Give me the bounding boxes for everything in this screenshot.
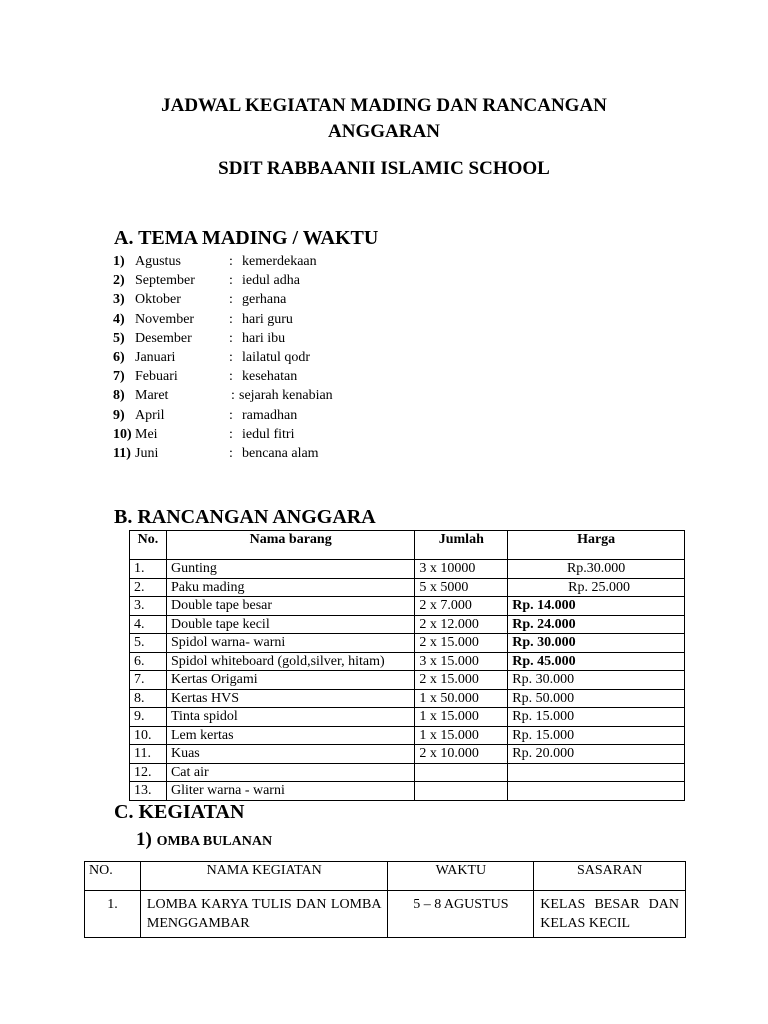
table-row (130, 763, 685, 782)
item-month: Desember (135, 330, 192, 346)
cell-price: Rp. 45.000 (508, 652, 685, 671)
cell-qty: 2 x 10.000 (415, 745, 508, 764)
cell-no: 10. (130, 726, 167, 745)
item-colon: : (231, 388, 235, 404)
cell-price: Rp. 24.000 (508, 615, 685, 634)
item-month: Maret (135, 388, 169, 404)
cell-price (508, 763, 685, 782)
table-row (130, 560, 685, 579)
item-number: 6) (113, 349, 125, 365)
activity-table (84, 861, 686, 938)
cell-name: Tinta spidol (166, 708, 414, 727)
item-theme: kesehatan (242, 369, 298, 385)
table-row (130, 726, 685, 745)
cell-activity-name: LOMBA KARYA TULIS DAN LOMBA MENGGAMBAR (140, 891, 388, 938)
subsection-title: OMBA BULANAN (156, 834, 273, 849)
cell-price: Rp. 50.000 (508, 689, 685, 708)
cell-qty (415, 782, 508, 801)
table-row (130, 652, 685, 671)
section-c-heading: C. KEGIATAN (114, 801, 245, 823)
cell-no: 1. (85, 891, 141, 938)
cell-price: Rp. 30.000 (508, 634, 685, 653)
cell-price (508, 782, 685, 801)
cell-name: Gunting (166, 560, 414, 579)
cell-time: 5 – 8 AGUSTUS (388, 891, 534, 938)
document-title-line2: ANGGARAN (328, 121, 440, 142)
cell-no: 9. (130, 708, 167, 727)
item-number: 8) (113, 388, 125, 404)
cell-no: 1. (130, 560, 167, 579)
cell-no: 8. (130, 689, 167, 708)
item-number: 4) (113, 311, 125, 327)
cell-qty: 2 x 15.000 (415, 634, 508, 653)
cell-no: 12. (130, 763, 167, 782)
item-month: November (135, 311, 195, 327)
cell-price: Rp. 15.000 (508, 726, 685, 745)
cell-name: Lem kertas (166, 726, 414, 745)
budget-table (129, 530, 685, 801)
table-row (130, 708, 685, 727)
cell-target: KELAS BESAR DAN KELAS KECIL (534, 891, 686, 938)
cell-qty: 2 x 15.000 (415, 671, 508, 690)
item-theme: lailatul qodr (242, 349, 311, 365)
cell-no: 3. (130, 597, 167, 616)
header-time: WAKTU (388, 862, 534, 891)
cell-name: Spidol whiteboard (gold,silver, hitam) (166, 652, 414, 671)
item-number: 5) (113, 330, 125, 346)
item-number: 9) (113, 407, 125, 423)
item-theme: sejarah kenabian (239, 388, 333, 404)
subsection-heading (136, 829, 272, 853)
item-colon: : (229, 349, 233, 365)
section-b-heading: B. RANCANGAN ANGGARA (114, 506, 376, 528)
item-month: September (135, 273, 195, 289)
cell-price: Rp.30.000 (508, 560, 685, 579)
item-month: Januari (135, 349, 176, 365)
item-month: Agustus (135, 254, 181, 269)
cell-price: Rp. 30.000 (508, 671, 685, 690)
cell-no: 13. (130, 782, 167, 801)
table-row (130, 578, 685, 597)
cell-name: Kertas Origami (166, 671, 414, 690)
table-row (130, 634, 685, 653)
cell-no: 7. (130, 671, 167, 690)
section-a-heading: A. TEMA MADING / WAKTU (114, 227, 379, 249)
item-theme: iedul fitri (242, 426, 295, 442)
table-row (130, 745, 685, 764)
cell-no: 6. (130, 652, 167, 671)
cell-qty: 1 x 15.000 (415, 726, 508, 745)
header-no: No. (130, 531, 167, 560)
item-theme: gerhana (242, 292, 287, 308)
table-row (130, 615, 685, 634)
cell-qty: 5 x 5000 (415, 578, 508, 597)
item-month: April (135, 407, 165, 423)
item-number: 1) (113, 254, 125, 269)
cell-qty: 2 x 7.000 (415, 597, 508, 616)
item-month: Febuari (135, 369, 178, 385)
table-row (130, 671, 685, 690)
item-number: 7) (113, 369, 125, 385)
item-theme: ramadhan (242, 407, 298, 423)
cell-qty: 3 x 15.000 (415, 652, 508, 671)
cell-qty (415, 763, 508, 782)
item-colon: : (229, 407, 233, 423)
item-colon: : (229, 330, 233, 346)
item-month: Juni (135, 445, 159, 461)
item-colon: : (229, 445, 233, 461)
cell-no: 2. (130, 578, 167, 597)
header-activity-name: NAMA KEGIATAN (140, 862, 388, 891)
item-theme: hari guru (242, 311, 293, 327)
cell-qty: 1 x 15.000 (415, 708, 508, 727)
table-row (130, 689, 685, 708)
cell-name: Cat air (166, 763, 414, 782)
item-number: 10) (113, 426, 132, 442)
cell-no: 11. (130, 745, 167, 764)
cell-name: Gliter warna - warni (166, 782, 414, 801)
table-header-row (130, 531, 685, 560)
header-target: SASARAN (534, 862, 686, 891)
item-theme: iedul adha (242, 273, 300, 289)
subsection-number: 1) (136, 829, 152, 850)
item-colon: : (229, 273, 233, 289)
item-colon: : (229, 369, 233, 385)
cell-qty: 2 x 12.000 (415, 615, 508, 634)
table-row (85, 891, 686, 938)
cell-name: Kuas (166, 745, 414, 764)
item-theme: hari ibu (242, 330, 286, 346)
document-title-line1: JADWAL KEGIATAN MADING DAN RANCANGAN (161, 95, 607, 116)
cell-name: Double tape besar (166, 597, 414, 616)
header-no: NO. (85, 862, 141, 891)
item-number: 2) (113, 273, 125, 289)
header-qty: Jumlah (415, 531, 508, 560)
item-number: 3) (113, 292, 125, 308)
cell-name: Kertas HVS (166, 689, 414, 708)
cell-name: Spidol warna- warni (166, 634, 414, 653)
item-month: Mei (135, 426, 158, 442)
item-colon: : (229, 426, 233, 442)
item-number: 11) (113, 445, 131, 461)
header-name: Nama barang (166, 531, 414, 560)
table-row (130, 597, 685, 616)
school-name: SDIT RABBAANII ISLAMIC SCHOOL (218, 158, 550, 179)
cell-price: Rp. 14.000 (508, 597, 685, 616)
cell-price: Rp. 20.000 (508, 745, 685, 764)
cell-no: 5. (130, 634, 167, 653)
item-month: Oktober (135, 292, 181, 308)
cell-price: Rp. 15.000 (508, 708, 685, 727)
cell-name: Double tape kecil (166, 615, 414, 634)
table-row (130, 782, 685, 801)
cell-qty: 1 x 50.000 (415, 689, 508, 708)
table-header-row (85, 862, 686, 891)
cell-no: 4. (130, 615, 167, 634)
item-colon: : (229, 254, 233, 269)
cell-qty: 3 x 10000 (415, 560, 508, 579)
item-colon: : (229, 311, 233, 327)
header-price: Harga (508, 531, 685, 560)
cell-price: Rp. 25.000 (508, 578, 685, 597)
item-theme: kemerdekaan (242, 254, 317, 269)
item-colon: : (229, 292, 233, 308)
item-theme: bencana alam (242, 445, 319, 461)
cell-name: Paku mading (166, 578, 414, 597)
